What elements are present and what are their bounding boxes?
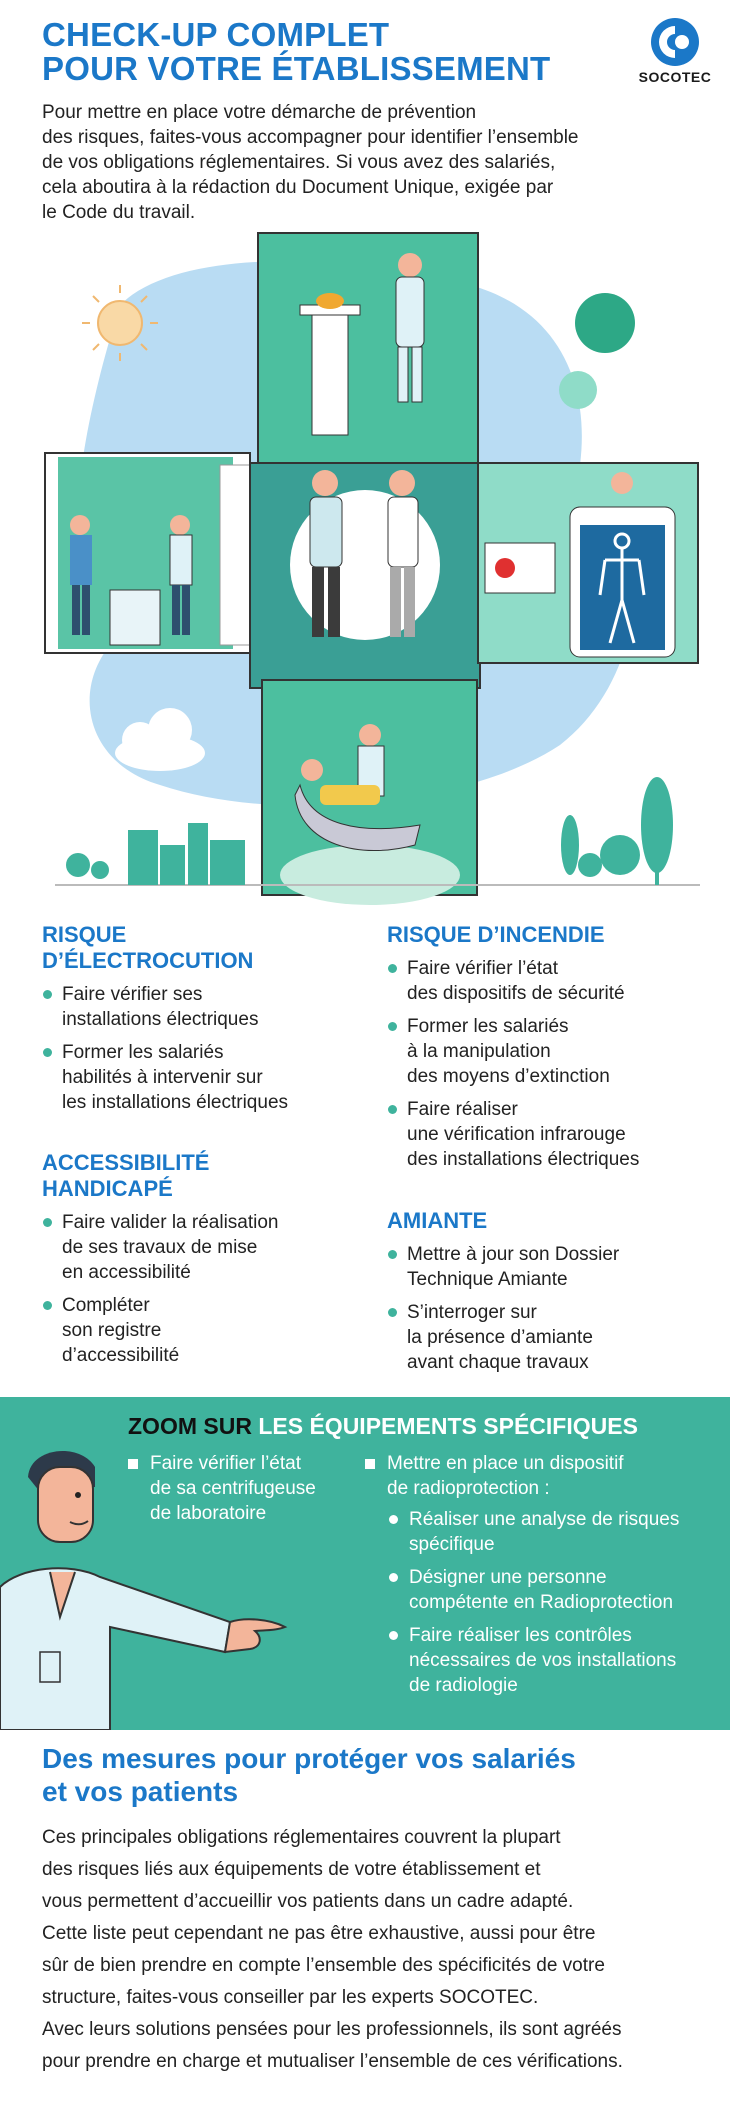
closing-line: Cette liste peut cependant ne pas être exhaustive, aussi pour être: [42, 1923, 596, 1944]
list-item-line: de laboratoire: [150, 1503, 267, 1524]
list-item-line: des installations électriques: [407, 1149, 640, 1170]
intro-line: cela aboutira à la rédaction du Document Unique, exigée par: [42, 177, 554, 198]
section-amiante: [387, 1208, 707, 1383]
list-item-line: S’interroger sur: [407, 1302, 537, 1323]
list-item: [128, 1451, 358, 1526]
bullet-dot-icon: [388, 1308, 397, 1317]
section-title: [387, 1208, 707, 1234]
socotec-logo-icon: [630, 14, 720, 69]
section-title-line: ACCESSIBILITÉ: [42, 1150, 210, 1175]
zoom-sub-list: [387, 1507, 715, 1698]
intro-line: de vos obligations réglementaires. Si vous avez des salariés,: [42, 152, 556, 173]
bullet-dot-icon: [389, 1631, 398, 1640]
list-item-line: de radioprotection :: [387, 1478, 550, 1499]
closing-line: Ces principales obligations réglementaires couvrent la plupart: [42, 1827, 561, 1848]
closing-title-line: Des mesures pour protéger vos salariés: [42, 1743, 576, 1774]
bullet-dot-icon: [43, 990, 52, 999]
animal-icon: [316, 293, 344, 309]
section-title-line: RISQUE: [42, 922, 127, 947]
page-title: [42, 18, 602, 86]
closing-line: des risques liés aux équipements de votre établissement et: [42, 1859, 541, 1880]
closing-line: Avec leurs solutions pensées pour les professionnels, ils sont agréés: [42, 2019, 622, 2040]
panel-top: [258, 233, 478, 471]
title-line-1: CHECK-UP COMPLET: [42, 16, 390, 53]
list-item-line: habilités à intervenir sur: [62, 1067, 263, 1088]
closing-line: sûr de bien prendre en compte l’ensemble des spécificités de votre: [42, 1955, 605, 1976]
list-item: [387, 1014, 707, 1089]
section-accessibilite: [42, 1150, 342, 1376]
zoom-right-list: [365, 1451, 715, 1706]
list-item-line: Faire vérifier l’état: [407, 958, 558, 979]
city-skyline-icon: [128, 823, 245, 885]
list-item-line: en accessibilité: [62, 1262, 191, 1283]
sub-list-item: [387, 1623, 715, 1698]
list-item: [42, 1210, 342, 1285]
intro-paragraph: [42, 100, 692, 225]
list-item-line: de sa centrifugeuse: [150, 1478, 316, 1499]
list-item-line: à la manipulation: [407, 1041, 551, 1062]
list-item-line: Faire réaliser: [407, 1099, 518, 1120]
list-item-line: les installations électriques: [62, 1092, 289, 1113]
bullet-dot-icon: [389, 1573, 398, 1582]
bullet-dot-icon: [43, 1218, 52, 1227]
zoom-title-dark: ZOOM SUR: [128, 1413, 252, 1439]
list-item-line: Faire valider la réalisation: [62, 1212, 279, 1233]
section-title-line: RISQUE D’INCENDIE: [387, 922, 605, 947]
list-item-line: compétente en Radioprotection: [409, 1592, 674, 1613]
list-item: [42, 1040, 342, 1115]
decor-circle: [559, 371, 597, 409]
brand-name: SOCOTEC: [638, 69, 712, 85]
section-title: [387, 922, 707, 948]
list-item-line: Faire réaliser les contrôles: [409, 1625, 632, 1646]
closing-line: structure, faites-vous conseiller par les experts SOCOTEC.: [42, 1987, 539, 2008]
bullet-dot-icon: [388, 1022, 397, 1031]
bullet-dot-icon: [388, 1105, 397, 1114]
intro-line: Pour mettre en place votre démarche de prévention: [42, 102, 477, 123]
list-item: [387, 1300, 707, 1375]
zoom-left-list: [128, 1451, 358, 1526]
list-item-line: Mettre en place un dispositif: [387, 1453, 624, 1474]
list-item-line: de ses travaux de mise: [62, 1237, 258, 1258]
list-item-line: Mettre à jour son Dossier: [407, 1244, 620, 1265]
section-title: [42, 1150, 342, 1202]
list-item-line: Compléter: [62, 1295, 150, 1316]
radiation-icon: [495, 558, 515, 578]
section-incendie: [387, 922, 707, 1180]
bullet-list: [42, 982, 342, 1115]
list-item-line: la présence d’amiante: [407, 1327, 593, 1348]
list-item: [42, 982, 342, 1032]
list-item-line: Former les salariés: [62, 1042, 224, 1063]
list-item-line: spécifique: [409, 1534, 495, 1555]
list-item: [387, 956, 707, 1006]
list-item-line: nécessaires de vos installations: [409, 1650, 677, 1671]
section-title-line: AMIANTE: [387, 1208, 488, 1233]
bullet-dot-icon: [43, 1301, 52, 1310]
list-item-line: d’accessibilité: [62, 1345, 180, 1366]
list-item-line: installations électriques: [62, 1009, 259, 1030]
zoom-title-light: LES ÉQUIPEMENTS SPÉCIFIQUES: [258, 1413, 638, 1439]
list-item-line: des dispositifs de sécurité: [407, 983, 625, 1004]
zoom-title: [128, 1413, 638, 1440]
closing-title-line: et vos patients: [42, 1776, 239, 1807]
bullet-square-icon: [128, 1459, 138, 1469]
bullet-dot-icon: [388, 1250, 397, 1259]
list-item-line: une vérification infrarouge: [407, 1124, 626, 1145]
bullet-square-icon: [365, 1459, 375, 1469]
bullet-list: [42, 1210, 342, 1368]
bullet-dot-icon: [43, 1048, 52, 1057]
sub-list-item: [387, 1565, 715, 1615]
intro-line: le Code du travail.: [42, 202, 196, 223]
section-title-line: HANDICAPÉ: [42, 1176, 173, 1201]
medical-cross-illustration: [0, 225, 730, 905]
list-item-line: des moyens d’extinction: [407, 1066, 610, 1087]
list-item-line: Former les salariés: [407, 1016, 569, 1037]
list-item: [387, 1242, 707, 1292]
intro-line: des risques, faites-vous accompagner pour identifier l’ensemble: [42, 127, 579, 148]
socotec-logo: [630, 14, 720, 94]
list-item-line: Réaliser une analyse de risques: [409, 1509, 680, 1530]
list-item: [365, 1451, 715, 1698]
bullet-dot-icon: [389, 1515, 398, 1524]
list-item-line: Technique Amiante: [407, 1269, 568, 1290]
section-title-line: D’ÉLECTROCUTION: [42, 948, 254, 973]
sub-list-item: [387, 1507, 715, 1557]
zoom-section: [0, 1397, 730, 1730]
list-item-line: de radiologie: [409, 1675, 518, 1696]
list-item-line: Faire vérifier l’état: [150, 1453, 301, 1474]
closing-line: vous permettent d’accueillir vos patients dans un cadre adapté.: [42, 1891, 574, 1912]
bullet-list: [387, 1242, 707, 1375]
list-item-line: Faire vérifier ses: [62, 984, 203, 1005]
closing-title: [42, 1742, 702, 1808]
section-electrocution: [42, 922, 342, 1123]
section-title: [42, 922, 342, 974]
closing-paragraph: [42, 1822, 707, 2078]
decor-circle: [575, 293, 635, 353]
list-item-line: Désigner une personne: [409, 1567, 607, 1588]
list-item: [387, 1097, 707, 1172]
title-line-2: POUR VOTRE ÉTABLISSEMENT: [42, 50, 551, 87]
list-item: [42, 1293, 342, 1368]
bullet-list: [387, 956, 707, 1172]
list-item-line: son registre: [62, 1320, 162, 1341]
bullet-dot-icon: [388, 964, 397, 973]
closing-line: pour prendre en charge et mutualiser l’ensemble de ces vérifications.: [42, 2051, 623, 2072]
list-item-line: avant chaque travaux: [407, 1352, 589, 1373]
